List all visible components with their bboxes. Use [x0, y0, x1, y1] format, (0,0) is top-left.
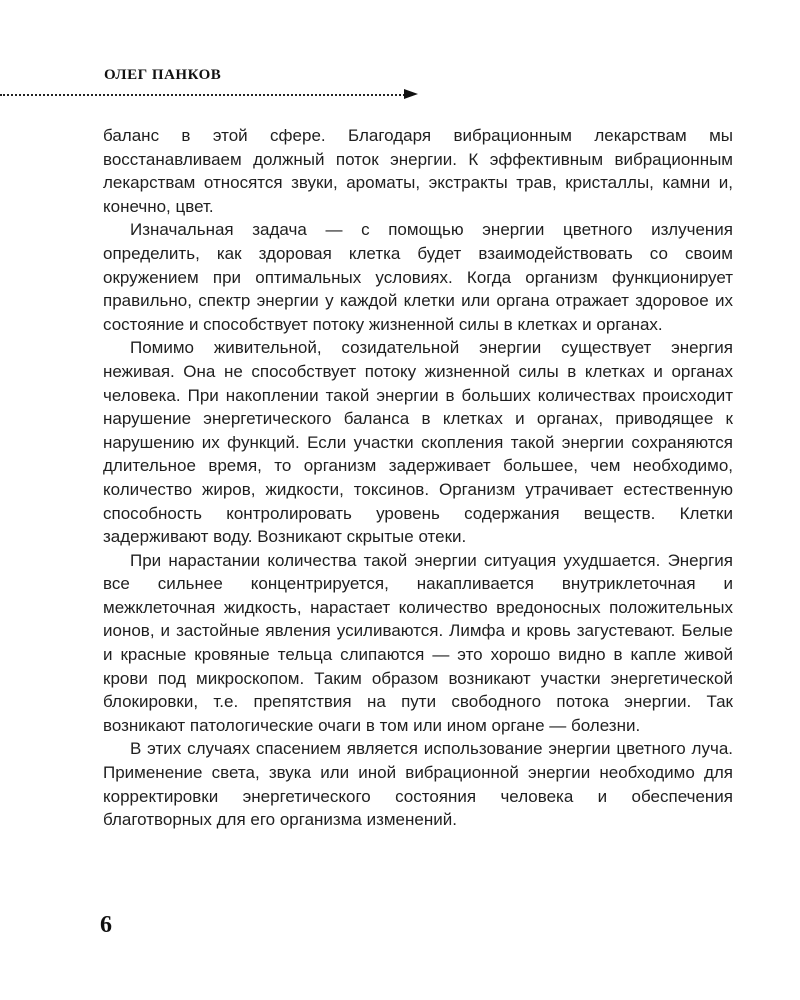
body-text — [103, 124, 733, 832]
running-head-author: ОЛЕГ ПАНКОВ — [104, 67, 222, 83]
paragraph-2: Изначальная задача — с помощью энергии цветного излучения определить, как здоровая клетка будет взаимодействовать со своим окружением при оптимальных условиях. Когда организм функционирует правильно, спектр энергии у каждой клетки или органа отражает здоровое их состояние и способствует потоку жизненной силы в клетках и органах. — [103, 220, 733, 334]
paragraph-5: В этих случаях спасением является использование энергии цветного луча. Применение света, звука или иной вибрационной энергии необходимо для корректировки энергетического состояния человека и обеспечения благотворных для его организма изменений. — [103, 739, 733, 830]
arrow-right-icon — [404, 89, 418, 99]
paragraph-1: баланс в этой сфере. Благодаря вибрационным лекарствам мы восстанавливаем должный поток энергии. К эффективным вибрационным лекарствам относятся звуки, ароматы, экстракты трав, кристаллы, камни и, конечно, цвет. — [103, 126, 733, 216]
paragraph-3: Помимо живительной, созидательной энергии существует энергия неживая. Она не способствует потоку жизненной силы в клетках и органах человека. При накоплении такой энергии в больших количествах происходит нарушение энергетического баланса в клетках и органах, приводящее к нарушению их функций. Если участки скопления такой энергии сохраняются длительное время, то организм задерживает большее, чем необходимо, количество жиров, жидкости, токсинов. Организм утрачивает естественную способность контролировать уровень содержания веществ. Клетки задерживают воду. Возникают скрытые отеки. — [103, 338, 733, 547]
page-number: 6 — [100, 912, 112, 938]
header-dotted-rule — [0, 94, 408, 96]
paragraph-4: При нарастании количества такой энергии ситуация ухудшается. Энергия все сильнее концентрируется, накапливается внутриклеточная и межклеточная жидкость, нарастает количество вредоносных положительных ионов, и застойные явления усиливаются. Лимфа и кровь загустевают. Белые и красные кровяные тельца слипаются — это хорошо видно в капле живой крови под микроскопом. Таким образом возникают участки энергетической блокировки, т.е. препятствия на пути свободного потока энергии. Так возникают патологические очаги в том или ином органе — болезни. — [103, 550, 733, 735]
